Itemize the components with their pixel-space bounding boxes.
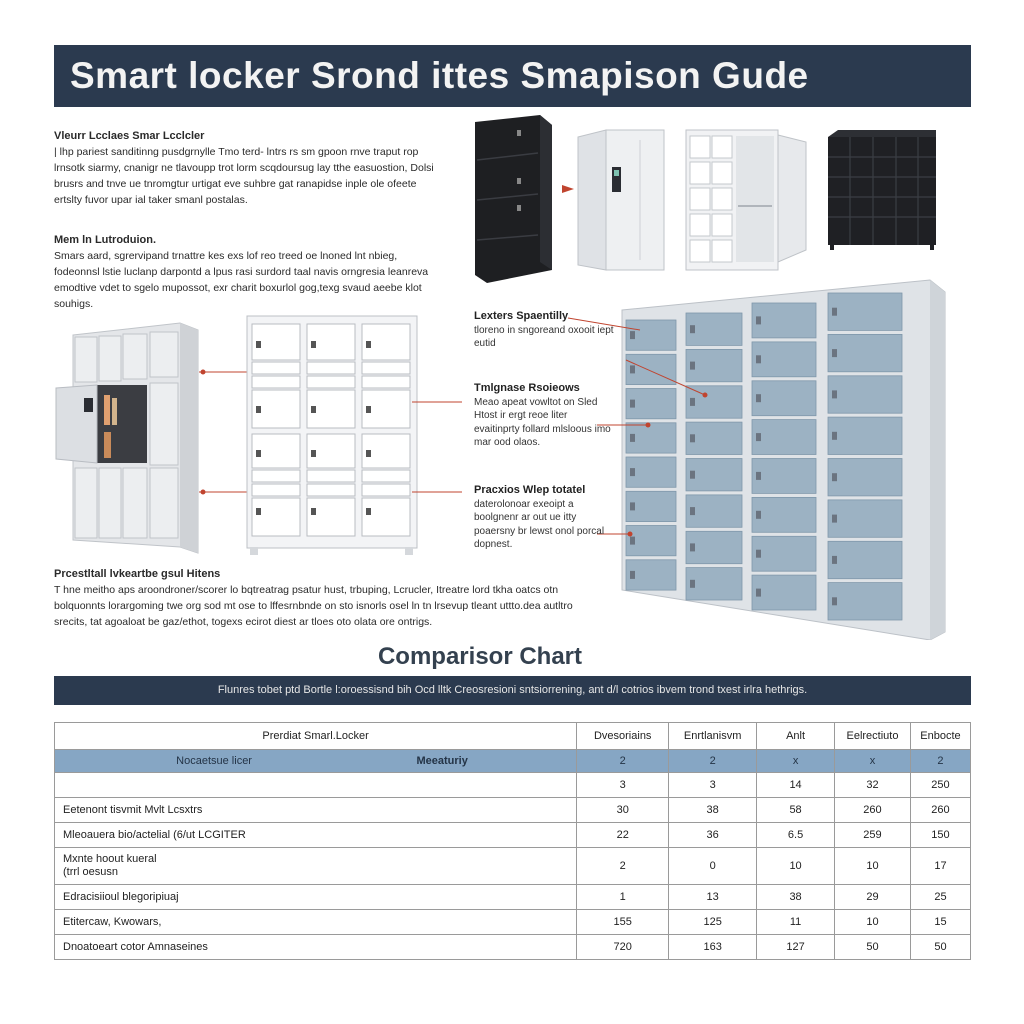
locker-lock-icon <box>756 355 761 363</box>
locker-door <box>752 342 816 377</box>
table-cell: 0 <box>669 848 757 885</box>
locker-lock-icon <box>832 597 837 605</box>
locker-lock-icon <box>832 308 837 316</box>
table-cell: 163 <box>669 935 757 960</box>
locker-door <box>752 575 816 610</box>
table-cell: 10 <box>757 848 835 885</box>
locker-lock-icon <box>756 316 761 324</box>
table-cell: 13 <box>669 885 757 910</box>
table-cell: 30 <box>577 798 669 823</box>
feature-callout <box>474 382 614 450</box>
column-header: Eelrectiuto <box>835 723 911 750</box>
feature-callout-text: tloreno in sngoreand oxooit iept eutid <box>474 324 614 349</box>
intro-paragraph-text: T hne meitho aps aroondroner/scorer lo bqtreatrag psatur hust, trbuping, Lcrucler, Itreatre lord tkha oatcs otn bolquonnts lorargoming twe org sod mt ose to lffesrnbnde on sto isnorls osel ln tn lrsevup tleant uttto.dea autltro srecits, tat agoaloat be gaz/ethot, togexs ecirot diest ar tloes oto olata ore ontrigs. <box>54 584 573 628</box>
row-label-line: Mxnte hoout kueral <box>63 853 157 865</box>
table-cell: 50 <box>910 935 970 960</box>
locker-lock-icon <box>756 472 761 480</box>
table-cell: 259 <box>835 823 911 848</box>
table-cell: 3 <box>577 773 669 798</box>
locker-door <box>828 541 902 578</box>
locker-lock-icon <box>690 580 695 588</box>
feature-callout-text: Meao apeat vowltot on Sled Htost ir ergt reoe liter evaitinprty follard mlsloous imo mar ood olaos. <box>474 396 611 448</box>
table-cell: 38 <box>669 798 757 823</box>
locker-lock-icon <box>756 394 761 402</box>
locker-lock-icon <box>690 507 695 515</box>
column-header: Anlt <box>757 723 835 750</box>
locker-lock-icon <box>630 537 635 545</box>
subheader-cell: 2 <box>669 750 757 773</box>
comparison-title: Comparisor Chart <box>377 643 583 670</box>
table-cell: 250 <box>910 773 970 798</box>
locker-door <box>828 459 902 496</box>
white-keypad-locker-image <box>578 130 664 270</box>
table-cell: 22 <box>577 823 669 848</box>
locker-door <box>752 536 816 571</box>
open-white-cabinet-image <box>686 130 806 270</box>
table-cell: 58 <box>757 798 835 823</box>
locker-lock-icon <box>630 331 635 339</box>
column-header: Prerdiat Smarl.Locker <box>55 723 577 750</box>
locker-door <box>752 497 816 532</box>
table-cell: 6.5 <box>757 823 835 848</box>
locker-lock-icon <box>832 432 837 440</box>
table-row <box>55 935 971 960</box>
subheader-cell: x <box>757 750 835 773</box>
feature-callout-title: Tmlgnase Rsoieows <box>474 382 580 394</box>
row-label: Mleoauera bio/actelial (6/ut LCGITER <box>55 823 577 848</box>
comparison-table <box>54 722 971 960</box>
table-cell: 14 <box>757 773 835 798</box>
table-cell: 125 <box>669 910 757 935</box>
locker-door <box>828 583 902 620</box>
feature-callout-title: Pracxios Wlep totatel <box>474 484 586 496</box>
row-label <box>55 773 577 798</box>
black-multi-door-locker-image <box>828 130 936 250</box>
locker-lock-icon <box>832 390 837 398</box>
feature-callout-title: Lexters Spaentilly <box>474 310 569 322</box>
white-compartment-locker-image <box>247 316 417 555</box>
locker-lock-icon <box>756 550 761 558</box>
locker-lock-icon <box>690 543 695 551</box>
locker-lock-icon <box>756 433 761 441</box>
subheader-cell: 2 <box>910 750 970 773</box>
intro-paragraph-text: | lhp pariest sanditinng pusdgrnylle Tmo terd- lntrs rs sm gpoon rnve traput rop lrnsotk siarmy, cnanigr ne tlavoupp trot lorm scqdoursug lay tthe easuostion, Dolsi brusrs and tnve ue tnromgtur urtigat eve suhbre gat ranapidse inple ole ofeete ertslty fuvor upar ial taker smanl postalas. <box>54 146 434 206</box>
table-cell: 3 <box>669 773 757 798</box>
locker-lock-icon <box>630 365 635 373</box>
feature-callout <box>474 310 614 351</box>
row-label <box>55 848 577 885</box>
row-label: Eetenont tisvmit Mvlt Lcsxtrs <box>55 798 577 823</box>
row-label: Edracisiioul blegoripiuaj <box>55 885 577 910</box>
subheader-left-label: Nocaetsue licer <box>176 755 252 767</box>
page-title: Smart locker Srond ittes Smapison Gude <box>54 45 971 107</box>
locker-lock-icon <box>832 556 837 564</box>
table-cell: 127 <box>757 935 835 960</box>
row-label: Etitercaw, Kwowars, <box>55 910 577 935</box>
locker-lock-icon <box>690 434 695 442</box>
table-cell: 10 <box>835 848 911 885</box>
locker-door <box>828 500 902 537</box>
column-header: Enbocte <box>910 723 970 750</box>
table-cell: 10 <box>835 910 911 935</box>
table-subheader-row <box>55 750 971 773</box>
feature-callout-text: daterolonoar exeoipt a boolgnenr ar out ue itty poaersny br lewst onol porcal dopnest. <box>474 498 605 550</box>
locker-lock-icon <box>630 571 635 579</box>
column-header: Enrtlanisvm <box>669 723 757 750</box>
locker-door <box>752 303 816 338</box>
table-cell: 260 <box>910 798 970 823</box>
locker-lock-icon <box>756 589 761 597</box>
table-header-row <box>55 723 971 750</box>
table-cell: 2 <box>577 848 669 885</box>
table-row <box>55 773 971 798</box>
table-row <box>55 848 971 885</box>
locker-door <box>752 459 816 494</box>
locker-lock-icon <box>690 471 695 479</box>
row-label: Dnoatoeart cotor Amnaseines <box>55 935 577 960</box>
table-cell: 1 <box>577 885 669 910</box>
column-header: Dvesoriains <box>577 723 669 750</box>
table-cell: 150 <box>910 823 970 848</box>
intro-paragraph-text: Smars aard, sgrervipand trnattre kes exs lof reo treed oe lnoned lnt nbieg, fodeonnsl lstie luclanp darpontd a lpus rasi surdord taal navis orngresia leanreva emodtive vdet to sgelo mupossot, exr charit boxurlol gog,texg svaud aeebe klot souhigs. <box>54 250 429 310</box>
locker-door <box>752 381 816 416</box>
locker-lock-icon <box>690 325 695 333</box>
locker-lock-icon <box>832 473 837 481</box>
open-door-locker-image <box>56 323 198 553</box>
table-cell: 720 <box>577 935 669 960</box>
table-cell: 11 <box>757 910 835 935</box>
table-cell: 36 <box>669 823 757 848</box>
locker-lock-icon <box>832 515 837 523</box>
locker-door <box>828 417 902 454</box>
table-cell: 15 <box>910 910 970 935</box>
table-cell: 155 <box>577 910 669 935</box>
table-cell: 25 <box>910 885 970 910</box>
table-row <box>55 823 971 848</box>
locker-door <box>752 420 816 455</box>
feature-callout <box>474 484 614 552</box>
black-tall-locker-image <box>475 115 552 283</box>
locker-door <box>828 376 902 413</box>
subheader-right-label: Meeaturiy <box>416 755 468 767</box>
table-cell: 260 <box>835 798 911 823</box>
table-cell: 38 <box>757 885 835 910</box>
intro-paragraph-title: Vleurr Lcclaes Smar Lcclcler <box>54 130 205 142</box>
locker-lock-icon <box>690 362 695 370</box>
locker-lock-icon <box>832 349 837 357</box>
subheader-cell <box>55 750 577 773</box>
locker-door <box>828 334 902 371</box>
table-row <box>55 910 971 935</box>
blue-locker-bank-image <box>622 280 945 640</box>
table-row <box>55 885 971 910</box>
subheader-cell: x <box>835 750 911 773</box>
locker-lock-icon <box>630 434 635 442</box>
locker-lock-icon <box>630 400 635 408</box>
row-label-line: (trrl oesusn <box>63 866 119 878</box>
locker-lock-icon <box>690 398 695 406</box>
locker-lock-icon <box>630 502 635 510</box>
subheader-cell: 2 <box>577 750 669 773</box>
comparison-subtitle: Flunres tobet ptd Bortle l:oroessisnd bih Ocd lltk Creosresioni sntsiorrening, ant d/l cotrios ibvem trond txest irlra hethrigs. <box>54 676 971 705</box>
locker-lock-icon <box>756 511 761 519</box>
intro-paragraph-title: Prcestltall lvkeartbe gsul Hitens <box>54 568 221 580</box>
table-cell: 17 <box>910 848 970 885</box>
intro-paragraph-title: Mem ln Lutroduion. <box>54 234 157 246</box>
locker-door <box>828 293 902 330</box>
locker-lock-icon <box>630 468 635 476</box>
table-cell: 29 <box>835 885 911 910</box>
table-cell: 50 <box>835 935 911 960</box>
table-row <box>55 798 971 823</box>
table-cell: 32 <box>835 773 911 798</box>
